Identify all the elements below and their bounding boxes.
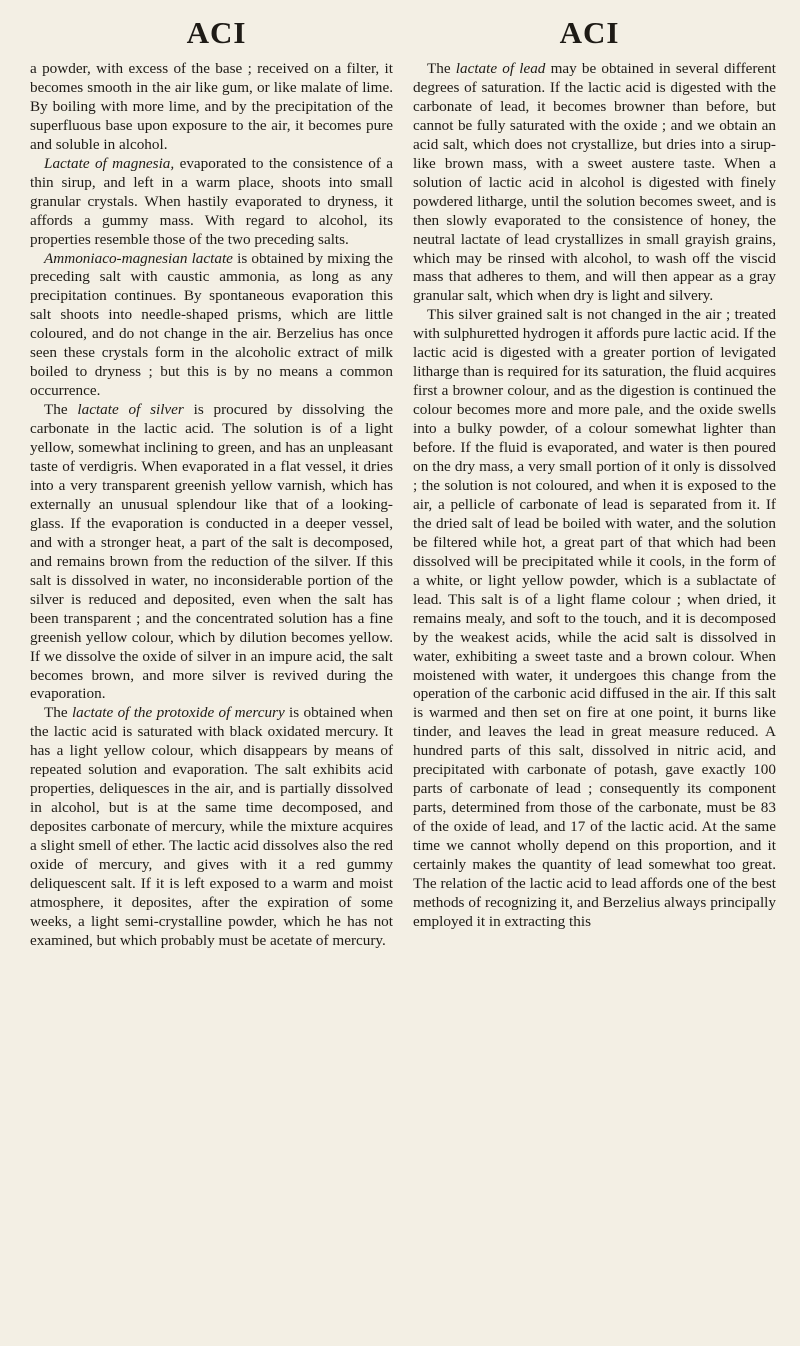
- italic-term: Ammoniaco-magnesian lactate: [44, 249, 233, 267]
- text-run: This silver grained salt is not changed in the air ; treated with sulphuretted hydrogen it affords pure lactic acid. If the lactic acid is digested with a greater portion of levigated litharge than is required for its saturation, the fluid acquires first a browner colour, and as the digestion is continued the colour becomes more and more pale, and the oxide swells into a bulky powder, of a colour somewhat lighter than before. If the fluid is evaporated, and water is then poured on the dry mass, a very small portion of it only is dissolved ; the solution is not coloured, and when it is exposed to the air, a pellicle of carbonate of lead is separated from it. If the dried salt of lead be boiled with water, and the solution be filtered while hot, a great part of that which had been dissolved will be precipitated while it cools, in the form of a white, or light yellow powder, which is a sublactate of lead. This salt is of a light flame colour ; when dried, it remains mealy, and soft to the touch, and it is decomposed by the weakest acids, while the acid salt is dissolved in water, exhibiting a sweet taste and a brown colour. When moistened with water, it undergoes this change from the operation of the carbonic acid diffused in the air. If this salt is warmed and then set on fire at one point, it burns like tinder, and leaves the lead in great measure reduced. A hundred parts of this salt, dissolved in nitric acid, and precipitated with carbonate of potash, gave exactly 100 parts of carbonate of lead ; consequently its component parts, determined from those of the carbonate, must be 83 of the oxide of lead, and 17 of the lactic acid. At the same time we cannot wholly depend on this proportion, and it certainly makes the quantity of lead somewhat too great. The relation of the lactic acid to lead affords one of the best methods of recognizing it, and Berzelius always principally employed it in extracting this: [413, 306, 776, 930]
- text-run: is obtained when the lactic acid is saturated with black oxidated mercury. It has a light yellow colour, which disappears by means of repeated solution and evaporation. The salt exhibits acid properties, deliquesces in the air, and is partially dissolved in alcohol, but is at the same time decomposed, and deposites carbonate of mercury, while the mixture acquires a slight smell of ether. The lactic acid dissolves also the red oxide of mercury, and gives with it a red gummy deliquescent salt. If it is left exposed to a warm and moist atmosphere, it deposites, after the expiration of some weeks, a light semi-crystalline powder, which he has not examined, but which probably must be acetate of mercury.: [30, 704, 393, 949]
- paragraph: [30, 60, 393, 155]
- paragraph: [30, 704, 393, 950]
- text-run: The: [44, 401, 78, 419]
- italic-term: lactate of lead: [455, 60, 546, 77]
- text-run: may be obtained in several different degrees of saturation. If the lactic acid is digested with the carbonate of lead, it becomes browner than before, but cannot be fully saturated with the oxide ; and we obtain an acid salt, which does not crystallize, but dries into a sirup-like brown mass, with a sweet austere taste. When a solution of lactic acid in alcohol is digested with finely powdered litharge, until the solution becomes sweet, and is then slowly evaporated to the consistence of honey, the neutral lactate of lead crystallizes in small grayish grains, which may be rinsed with alcohol, to wash off the viscid mass that adheres to them, and will then appear as a gray granular salt, which when dry is light and silvery.: [413, 60, 776, 305]
- text-run: evaporated to the consistence of a thin sirup, and left in a warm place, shoots into small granular crystals. When hastily evaporated to dryness, it affords a gummy mass. With regard to alcohol, its properties resemble those of the two preceding salts.: [30, 154, 393, 248]
- running-head-left: ACI: [186, 15, 247, 50]
- paragraph: [413, 306, 776, 931]
- running-head: [30, 0, 776, 48]
- running-head-right: ACI: [559, 15, 620, 50]
- italic-term: lactate of the protoxide of mercury: [71, 704, 285, 722]
- italic-term: lactate of silver: [77, 401, 184, 419]
- text-run: The: [44, 704, 72, 722]
- right-column: [413, 60, 776, 951]
- italic-term: Lactate of magnesia,: [44, 154, 175, 172]
- paragraph: [413, 60, 776, 306]
- left-column: [30, 60, 393, 951]
- text-run: a powder, with excess of the base ; received on a filter, it becomes smooth in the air like gum, or like malate of lime. By boiling with more lime, and by the precipitation of the superfluous base upon exposure to the air, it becomes pure and soluble in alcohol.: [30, 60, 393, 153]
- paragraph: [30, 250, 393, 402]
- text-columns: [30, 60, 776, 951]
- paragraph: [30, 401, 393, 704]
- text-run: is obtained by mixing the preceding salt with caustic ammonia, as long as any precipitation continues. By spontaneous evaporation this salt shoots into needle-shaped prisms, which are little coloured, and do not change in the air. Berzelius has once seen these crystals form in the alcoholic extract of milk boiled to dryness ; but this is by no means a common occurrence.: [30, 249, 393, 400]
- text-run: is procured by dissolving the carbonate in the lactic acid. The solution is of a light yellow, somewhat inclining to green, and has an unpleasant taste of verdigris. When evaporated in a flat vessel, it dries into a very transparent greenish yellow varnish, which has externally an unusual splendour like that of a looking-glass. If the evaporation is conducted in a deeper vessel, and with a stronger heat, a part of the salt is decomposed, and remains brown from the reduction of the silver. If this salt is dissolved in water, no inconsiderable portion of the silver is reduced and deposited, even when the salt has been transparent ; and the concentrated solution has a fine greenish yellow colour, which by dilution becomes yellow. If we dissolve the oxide of silver in an impure acid, the salt becomes brown, and more silver is revived during the evaporation.: [30, 401, 393, 703]
- text-run: The: [427, 60, 456, 77]
- paragraph: [30, 155, 393, 250]
